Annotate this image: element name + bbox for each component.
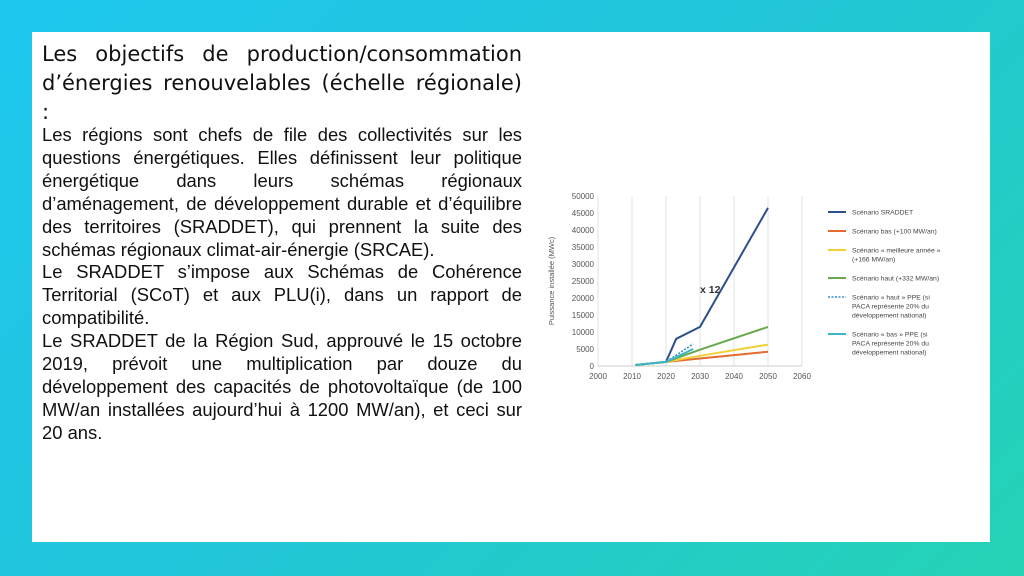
chart-annotation: x 12: [699, 283, 721, 296]
x-tick-label: 2010: [623, 372, 641, 381]
legend-label: Scénario bas (+100 MW/an): [852, 228, 937, 236]
y-tick-label: 30000: [571, 260, 594, 269]
x-tick-label: 2060: [793, 372, 811, 381]
y-tick-label: 0: [589, 362, 594, 371]
legend-label: Scénario « haut » PPE (si PACA représente 20% du développement national): [852, 294, 930, 320]
body-text: [42, 124, 522, 445]
y-tick-label: 50000: [571, 192, 594, 201]
paragraph: Le SRADDET de la Région Sud, approuvé le 15 octobre 2019, prévoit une multiplication par douze du développement des capacités de photovoltaïque (de 100 MW/an installées aujourd’hui à 1200 MW/an), et ceci sur 20 ans.: [42, 330, 522, 443]
x-tick-label: 2000: [589, 372, 607, 381]
y-tick-label: 10000: [571, 328, 594, 337]
slide-heading: Les objectifs de production/consommation d’énergies renouvelables (échelle régionale) :: [42, 42, 522, 124]
y-tick-label: 15000: [571, 311, 594, 320]
pv-capacity-chart: [540, 186, 960, 396]
legend-label: Scénario SRADDET: [852, 209, 914, 217]
legend-label: Scénario « bas » PPE (si PACA représente 20% du développement national): [852, 331, 929, 357]
x-tick-label: 2040: [725, 372, 743, 381]
y-tick-label: 5000: [576, 345, 594, 354]
legend-label: Scénario « meilleure année » (+166 MW/an): [852, 247, 941, 264]
y-axis-label: Puissance installée (MWc): [547, 236, 556, 326]
y-tick-label: 20000: [571, 294, 594, 303]
paragraph: Les régions sont chefs de file des collectivités sur les questions énergétiques. Elles définissent leur politique énergétique dans leurs schémas régionaux d’aménagement, de développement durable et d’équilibre des territoires (SRADDET), qui prennent la suite des schémas régionaux climat-air-énergie (SRCAE).: [42, 124, 522, 260]
y-tick-label: 45000: [571, 209, 594, 218]
slide: [32, 32, 990, 542]
paragraph: Le SRADDET s’impose aux Schémas de Cohérence Territorial (SCoT) et aux PLU(i), dans un rapport de compatibilité.: [42, 261, 522, 329]
x-tick-label: 2050: [759, 372, 777, 381]
legend-label: Scénario haut (+332 MW/an): [852, 275, 940, 283]
y-tick-label: 35000: [571, 243, 594, 252]
series-line: [635, 349, 693, 365]
y-tick-label: 40000: [571, 226, 594, 235]
x-tick-label: 2030: [691, 372, 709, 381]
x-tick-label: 2020: [657, 372, 675, 381]
series-line: [635, 345, 768, 365]
y-tick-label: 25000: [571, 277, 594, 286]
chart-svg: [540, 186, 960, 396]
